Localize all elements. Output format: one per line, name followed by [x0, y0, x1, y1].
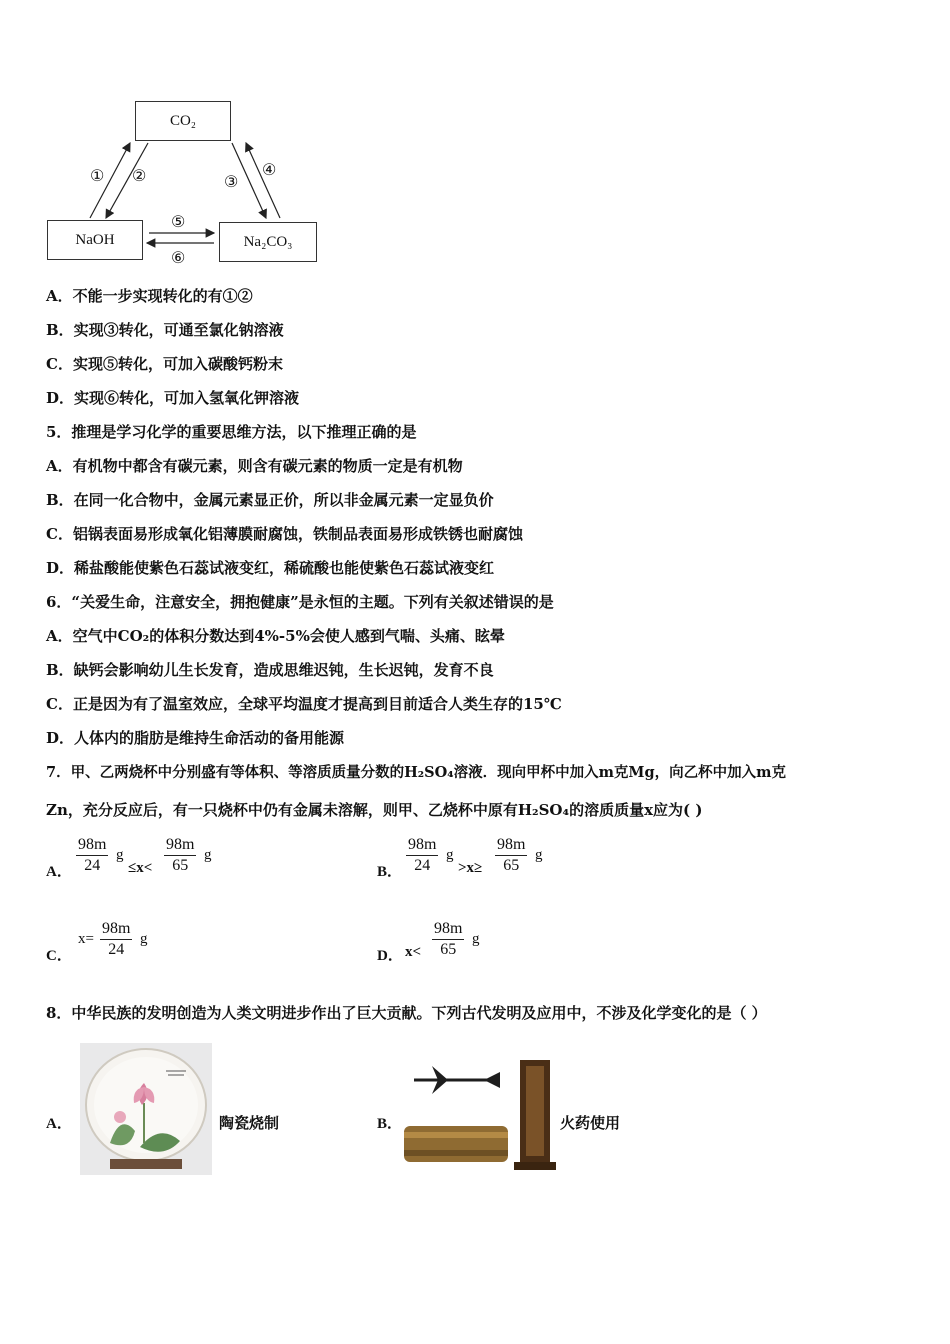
q8-option-b-letter: B．	[377, 1116, 403, 1132]
q6-option-d: D．人体内的脂肪是维持生命活动的备用能源	[46, 729, 345, 747]
na2co3-box: Na₂CO₃	[219, 222, 317, 262]
q7-a-relation: ≤x<	[128, 860, 153, 876]
q6-option-a: A．空气中CO₂的体积分数达到4%-5%会使人感到气喘、头痛、眩晕	[46, 627, 505, 645]
q8-option-b-label: 火药使用	[560, 1114, 621, 1132]
co2-box: CO₂	[135, 101, 231, 141]
q7-a-fraction-1: $\frac{98m}{24}$	[78, 836, 107, 874]
q8-option-a-letter: A．	[46, 1116, 72, 1132]
q6-option-c: C．正是因为有了温室效应，全球平均温度才提高到目前适合人类生存的15℃	[46, 695, 562, 713]
q7-b-fraction-1: $\frac{98m}{24}$	[408, 836, 437, 874]
q8-stem: 8．中华民族的发明创造为人类文明进步作出了巨大贡献。下列古代发明及应用中，不涉及化学变化的是（ ）	[46, 1004, 767, 1022]
q7-d-fraction: $\frac{98m}{65}$	[434, 920, 463, 958]
q7-b-relation: >x≥	[458, 860, 483, 876]
arrow-4	[246, 143, 280, 218]
q7-a-unit-1: g	[116, 847, 124, 863]
q7-b-unit-2: g	[535, 847, 543, 863]
step-2-label: ②	[132, 168, 147, 185]
q7-c-fraction: $\frac{98m}{24}$	[102, 920, 131, 958]
diagram-arrows	[0, 0, 360, 280]
q8-option-a-label: 陶瓷烧制	[219, 1114, 280, 1132]
naoh-box: NaOH	[47, 220, 143, 260]
q7-a-unit-2: g	[204, 847, 212, 863]
q6-stem: 6．“关爱生命，注意安全，拥抱健康”是永恒的主题。下列有关叙述错误的是	[46, 593, 554, 611]
q7-stem-line2: Zn，充分反应后，有一只烧杯中仍有金属未溶解，则甲、乙烧杯中原有H₂SO₄的溶质质量x应为( )	[46, 801, 703, 819]
q4-option-a: A．不能一步实现转化的有①②	[46, 287, 253, 305]
q5-option-b: B．在同一化合物中，金属元素显正价，所以非金属元素一定显负价	[46, 491, 494, 509]
q7-option-c-letter: C．	[46, 948, 72, 964]
q7-b-fraction-2: $\frac{98m}{65}$	[497, 836, 526, 874]
q5-option-d: D．稀盐酸能使紫色石蕊试液变红，稀硫酸也能使紫色石蕊试液变红	[46, 559, 495, 577]
porcelain-plate-image	[80, 1043, 212, 1175]
q4-option-b: B．实现③转化，可通至氯化钠溶液	[46, 321, 284, 339]
q7-c-prefix: x=	[78, 931, 94, 947]
q7-d-unit: g	[472, 931, 480, 947]
step-5-label: ⑤	[171, 214, 186, 231]
q6-option-b: B．缺钙会影响幼儿生长发育，造成思维迟钝，生长迟钝，发育不良	[46, 661, 494, 679]
q4-option-c: C．实现⑤转化，可加入碳酸钙粉末	[46, 355, 283, 373]
step-1-label: ①	[90, 168, 105, 185]
q7-a-fraction-2: $\frac{98m}{65}$	[166, 836, 195, 874]
q5-option-c: C．铝锅表面易形成氧化铝薄膜耐腐蚀，铁制品表面易形成铁锈也耐腐蚀	[46, 525, 523, 543]
step-6-label: ⑥	[171, 250, 186, 267]
q5-stem: 5．推理是学习化学的重要思维方法，以下推理正确的是	[46, 423, 417, 441]
q7-d-prefix: x<	[405, 944, 422, 960]
gunpowder-weapons-image	[404, 1058, 556, 1176]
q7-option-d-letter: D．	[377, 948, 403, 964]
q7-b-unit-1: g	[446, 847, 454, 863]
q7-c-unit: g	[140, 931, 148, 947]
q7-stem-line1: 7．甲、乙两烧杯中分别盛有等体积、等溶质质量分数的H₂SO₄溶液．现向甲杯中加入m克Mg，向乙杯中加入m克	[46, 764, 786, 781]
q5-option-a: A．有机物中都含有碳元素，则含有碳元素的物质一定是有机物	[46, 457, 463, 475]
q7-option-a-letter: A．	[46, 864, 72, 880]
q4-option-d: D．实现⑥转化，可加入氢氧化钾溶液	[46, 389, 300, 407]
step-4-label: ④	[262, 162, 277, 179]
q7-option-b-letter: B．	[377, 864, 403, 880]
step-3-label: ③	[224, 174, 239, 191]
